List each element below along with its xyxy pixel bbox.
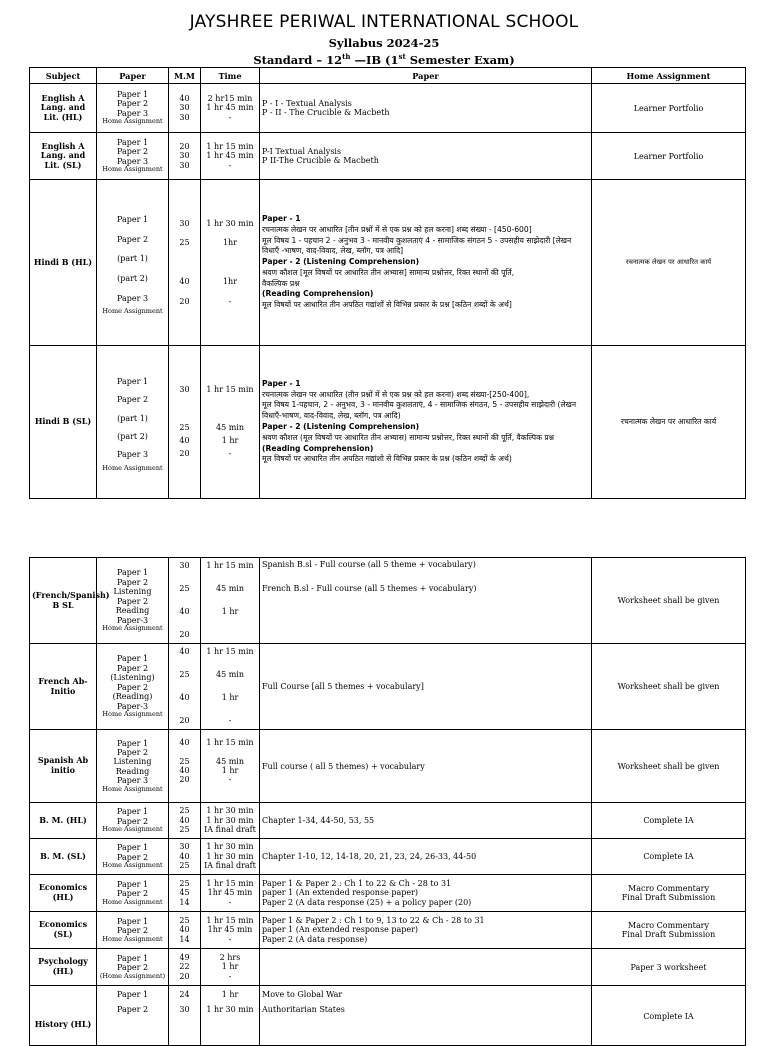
- table-row: [30, 644, 746, 730]
- time-cell: 1 hr 1 hr 30 min: [201, 986, 260, 1046]
- table-row: [30, 803, 746, 839]
- table-row: [30, 986, 746, 1046]
- paper-list: Paper 1 Paper 2 Listening Paper 2 Reading Paper-3 Home Assignment: [97, 558, 169, 644]
- home-assignment-cell: रचनात्मक लेखन पर आधारित कार्य: [592, 180, 746, 346]
- paper-content-cell: Chapter 1-10, 12, 14-18, 20, 21, 23, 24, 26-33, 44-50: [260, 839, 592, 875]
- paper-content-cell: P - I - Textual Analysis P - II - The Crucible & Macbeth: [260, 84, 592, 133]
- col-subject: Subject: [30, 68, 97, 84]
- home-assignment-cell: Learner Portfolio: [592, 84, 746, 133]
- syllabus-table-2: [29, 557, 746, 1046]
- time-cell: 1 hr 15 min 1 hr 45 min -: [201, 133, 260, 180]
- time-cell: 2 hrs 1 hr -: [201, 949, 260, 986]
- home-assignment-cell: Complete IA: [592, 986, 746, 1046]
- table-row: [30, 730, 746, 803]
- time-cell: 2 hr15 min 1 hr 45 min -: [201, 84, 260, 133]
- mm-cell: 49 22 20: [169, 949, 201, 986]
- paper-list: Paper 1 Paper 2 Paper 3 Home Assignment: [97, 133, 169, 180]
- subject-cell: English A Lang. and Lit. (HL): [30, 84, 97, 133]
- paper-list: Paper 1 Paper 2 Paper 3 Home Assignment: [97, 84, 169, 133]
- table-row: [30, 84, 746, 133]
- home-assignment-cell: Macro Commentary Final Draft Submission: [592, 875, 746, 912]
- home-assignment-cell: Paper 3 worksheet: [592, 949, 746, 986]
- time-cell: 1 hr 15 min 1hr 45 min -: [201, 912, 260, 949]
- time-cell: 1 hr 30 min 1 hr 30 min IA final draft: [201, 803, 260, 839]
- paper-content-cell: Paper - 1 रचनात्मक लेखन पर आधारित (तीन प्रश्नों में से एक प्रश्न को हल करना) शब्द संख्या-[250-400], मूल विषय 1-पहचान, 2 - अनुभव, 3 - मानवीय कुशलताएं, 4 - सामाजिक संगठन, 5 - उपसहीय साझेदारी (लेखन विधाएँ-भाषण, वाद-विवाद, लेख, ब्लॉग, पत्र आदि) Paper - 2 (Listening Comprehension) श्रवण कौशल (मूल विषयों पर आधारित तीन अभ्यास) सामान्य प्रश्नोत्तर, रिक्त स्थानों की पूर्ति, वैकल्पिक प्रश्न (Reading Comprehension) मूल विषयों पर आधारित तीन अपठित गद्यांशो से विभिन्न प्रकार के प्रश्न (कठिन शब्दों के अर्थ): [260, 346, 592, 499]
- standard-title: Standard – 12th —IB (1st Semester Exam): [253, 52, 515, 67]
- paper-content-cell: Paper 1 & Paper 2 : Ch 1 to 22 & Ch - 28 to 31 paper 1 (An extended response paper) Paper 2 (A data response (25) + a policy paper (20): [260, 875, 592, 912]
- home-assignment-cell: Macro Commentary Final Draft Submission: [592, 912, 746, 949]
- subject-cell: B. M. (SL): [30, 839, 97, 875]
- table-row: [30, 133, 746, 180]
- time-cell: 1 hr 15 min 45 min 1 hr: [201, 558, 260, 644]
- paper-content-cell: Paper 1 & Paper 2 : Ch 1 to 9, 13 to 22 & Ch - 28 to 31 paper 1 (An extended response paper) Paper 2 (A data response): [260, 912, 592, 949]
- school-name: JAYSHREE PERIWAL INTERNATIONAL SCHOOL: [189, 12, 579, 32]
- home-assignment-cell: Worksheet shall be given: [592, 730, 746, 803]
- paper-list: Paper 1 Paper 2 (part 1) (part 2) Paper 3 Home Assignment: [97, 180, 169, 346]
- paper-list: Paper 1 Paper 2 (Listening) Paper 2 (Reading) Paper-3 Home Assignment: [97, 644, 169, 730]
- mm-cell: 25 45 14: [169, 875, 201, 912]
- table-row: [30, 912, 746, 949]
- paper-list: Paper 1 Paper 2 Home Assignment: [97, 839, 169, 875]
- time-cell: 1 hr 30 min 1hr 1hr -: [201, 180, 260, 346]
- mm-cell: 20 30 30: [169, 133, 201, 180]
- paper-content-cell: Full Course [all 5 themes + vocabulary]: [260, 644, 592, 730]
- subject-cell: Hindi B (HL): [30, 180, 97, 346]
- home-assignment-cell: Complete IA: [592, 839, 746, 875]
- mm-cell: 30 25 40 20: [169, 558, 201, 644]
- subject-cell: Hindi B (SL): [30, 346, 97, 499]
- mm-cell: 30 25 40 20: [169, 180, 201, 346]
- paper-content-cell: Paper - 1 रचनात्मक लेखन पर आधारित [तीन प्रश्नों में से एक प्रश्न को हल करना] शब्द संख्या - [450-600] मूल विषय 1 - पहचान 2 - अनुभव 3 - मानवीय कुशलताएं 4 - सामाजिक संगठन 5 - उपसहीय साझेदारी [लेखन विधाएँ -भाषण, वाद-विवाद, लेख, ब्लॉग, पत्र आदि] Paper - 2 (Listening Comprehension) श्रवण कौशल [मूल विषयों पर आधारित तीन अभ्यास] सामान्य प्रश्नोत्तर, रिक्त स्थानों की पूर्ति, वैकल्पिक प्रश्न (Reading Comprehension) मूल विषयों पर आधारित तीन अपठित गद्यांशों से विभिन्न प्रकार के प्रश्न [कठिन शब्दों के अर्थ]: [260, 180, 592, 346]
- table-row: [30, 839, 746, 875]
- home-assignment-cell: Worksheet shall be given: [592, 644, 746, 730]
- syllabus-table-1: [29, 67, 746, 499]
- mm-cell: 40 25 40 20: [169, 644, 201, 730]
- paper-list: Paper 1 Paper 2 Listening Reading Paper 3 Home Assignment: [97, 730, 169, 803]
- subject-cell: Psychology (HL): [30, 949, 97, 986]
- mm-cell: 30 40 25: [169, 839, 201, 875]
- mm-cell: 40 25 40 20: [169, 730, 201, 803]
- paper-content-cell: Move to Global War Authoritarian States: [260, 986, 592, 1046]
- time-cell: 1 hr 15 min 45 min 1 hr -: [201, 730, 260, 803]
- subject-cell: Spanish Ab initio: [30, 730, 97, 803]
- table-row: [30, 180, 746, 346]
- mm-cell: 25 40 14: [169, 912, 201, 949]
- paper-content-cell: [260, 949, 592, 986]
- time-cell: 1 hr 30 min 1 hr 30 min IA final draft: [201, 839, 260, 875]
- col-home-assignment: Home Assignment: [592, 68, 746, 84]
- home-assignment-cell: Complete IA: [592, 803, 746, 839]
- col-paper: Paper: [97, 68, 169, 84]
- table-row: [30, 346, 746, 499]
- table-row: [30, 949, 746, 986]
- subject-cell: French Ab-Initio: [30, 644, 97, 730]
- time-cell: 1 hr 15 min 45 min 1 hr -: [201, 644, 260, 730]
- paper-content-cell: Full course ( all 5 themes) + vocabulary: [260, 730, 592, 803]
- mm-cell: 25 40 25: [169, 803, 201, 839]
- col-mm: M.M: [169, 68, 201, 84]
- mm-cell: 30 25 40 20: [169, 346, 201, 499]
- subject-cell: Economics (SL): [30, 912, 97, 949]
- subject-cell: English A Lang. and Lit. (SL): [30, 133, 97, 180]
- syllabus-title: Syllabus 2024-25: [328, 36, 440, 50]
- table-row: [30, 875, 746, 912]
- paper-list: Paper 1 Paper 2 (Home Assignment): [97, 949, 169, 986]
- subject-cell: History (HL): [30, 986, 97, 1046]
- paper-list: Paper 1 Paper 2 (part 1) (part 2) Paper 3 Home Assignment: [97, 346, 169, 499]
- paper-list: Paper 1 Paper 2: [97, 986, 169, 1046]
- mm-cell: 40 30 30: [169, 84, 201, 133]
- col-paper-content: Paper: [260, 68, 592, 84]
- paper-list: Paper 1 Paper 2 Home Assignment: [97, 912, 169, 949]
- paper-content-cell: Spanish B.sl - Full course (all 5 theme + vocabulary) French B.sl - Full course (all 5 themes + vocabulary): [260, 558, 592, 644]
- paper-list: Paper 1 Paper 2 Home Assignment: [97, 803, 169, 839]
- paper-content-cell: Chapter 1-34, 44-50, 53, 55: [260, 803, 592, 839]
- time-cell: 1 hr 15 min 1hr 45 min -: [201, 875, 260, 912]
- mm-cell: 24 30: [169, 986, 201, 1046]
- subject-cell: (French/Spanish) B SL: [30, 558, 97, 644]
- time-cell: 1 hr 15 min 45 min 1 hr -: [201, 346, 260, 499]
- table-row: [30, 558, 746, 644]
- home-assignment-cell: Learner Portfolio: [592, 133, 746, 180]
- table-header-row: [30, 68, 746, 84]
- home-assignment-cell: Worksheet shall be given: [592, 558, 746, 644]
- paper-list: Paper 1 Paper 2 Home Assignment: [97, 875, 169, 912]
- subject-cell: B. M. (HL): [30, 803, 97, 839]
- subject-cell: Economics (HL): [30, 875, 97, 912]
- col-time: Time: [201, 68, 260, 84]
- home-assignment-cell: रचनात्मक लेखन पर आधारित कार्य: [592, 346, 746, 499]
- paper-content-cell: P-I Textual Analysis P II-The Crucible & Macbeth: [260, 133, 592, 180]
